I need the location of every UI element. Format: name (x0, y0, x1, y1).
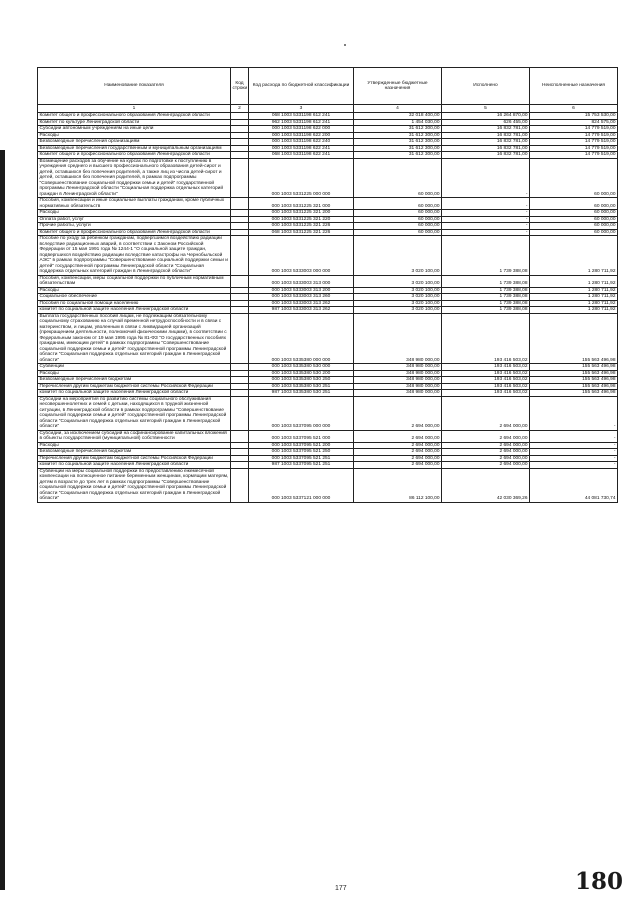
row-budget-code: 000 1003 5337095 521 250 (249, 449, 354, 456)
row-remaining-amount: - (530, 430, 618, 442)
row-budget-code: 000 1003 5333003 000 000 (249, 236, 354, 276)
row-remaining-amount: 155 563 496,98 (530, 390, 618, 397)
row-executed-amount: 193 416 503,02 (442, 383, 530, 390)
row-executed-amount: 1 739 388,08 (442, 275, 530, 287)
row-budget-code: 068 1003 5331225 321 226 (249, 229, 354, 236)
header-indicator-name: Наименование показателя (38, 68, 231, 105)
row-executed-amount: 16 264 870,00 (442, 113, 530, 120)
row-budget-code: 987 1003 5337095 521 251 (249, 462, 354, 469)
row-budget-code: 000 1003 5335380 000 000 (249, 313, 354, 364)
row-executed-amount: 193 416 503,02 (442, 377, 530, 384)
row-executed-amount: 193 416 503,02 (442, 390, 530, 397)
row-remaining-amount: 155 563 496,98 (530, 383, 618, 390)
row-approved-amount: 31 612 300,00 (354, 152, 442, 159)
row-line-code (231, 430, 249, 442)
row-line-code (231, 313, 249, 364)
row-budget-code: 000 1003 5333003 313 200 (249, 287, 354, 294)
row-executed-amount: 1 739 388,08 (442, 294, 530, 301)
row-indicator-name: Пособия по социальной помощи населению (38, 300, 231, 307)
column-number: 2 (231, 105, 249, 113)
row-approved-amount: 60 000,00 (354, 229, 442, 236)
row-budget-code: 962 1003 5331198 612 241 (249, 119, 354, 126)
row-indicator-name: Комитет общего и профессионального образования Ленинградской области (38, 229, 231, 236)
row-indicator-name: Безвозмездные перечисления организациям (38, 139, 231, 146)
row-indicator-name: Пособие по уходу за ребенком гражданам, подвергшимся воздействию радиации вследствие радиационных аварий, в соответствии с Законом Российской Федерации от 15 мая 1991 года № 1244-1 "О социальной защите граждан, подвергшихся воздействию радиации вследствие катастрофы на Чернобыльской АЭС" в рамках подпрограммы "Совершенствование социальной поддержки семьи и детей" государственной программы Ленинградской области "Социальная поддержка отдельных категорий граждан в Ленинградской области" (38, 236, 231, 276)
row-indicator-name: комитет по социальной защите населения Ленинградской области (38, 307, 231, 314)
row-approved-amount: 3 020 100,00 (354, 307, 442, 314)
handwritten-page-stamp: 180 (575, 868, 624, 895)
row-indicator-name: Выплата государственных пособий лицам, не подлежащим обязательному социальному страхованию на случай временной нетрудоспособности и в связи с материнством, и лицам, уволенным в связи с ликвидацией организаций (прекращением деятельности, полномочий физическими лицами), в соответствии с Федеральным законом от 19 мая 1995 года № 81-ФЗ "О государственных пособиях гражданам, имеющим детей" в рамках подпрограммы "Совершенствование социальной поддержки семьи и детей" государственной программы Ленинградской области "Социальная поддержка отдельных категорий граждан в Ленинградской области" (38, 313, 231, 364)
table-row (38, 275, 618, 287)
row-approved-amount: 60 000,00 (354, 198, 442, 210)
row-remaining-amount: 60 000,00 (530, 158, 618, 198)
row-indicator-name: Расходы (38, 132, 231, 139)
row-approved-amount: 86 112 100,00 (354, 468, 442, 502)
row-remaining-amount: - (530, 449, 618, 456)
table-row (38, 158, 618, 198)
row-remaining-amount: 44 081 730,74 (530, 468, 618, 502)
row-indicator-name: Комитет по культуре Ленинградской области (38, 119, 231, 126)
table-row (38, 430, 618, 442)
table-row (38, 313, 618, 364)
row-remaining-amount: 1 280 711,92 (530, 275, 618, 287)
row-indicator-name: Расходы (38, 287, 231, 294)
row-executed-amount: - (442, 158, 530, 198)
row-budget-code: 000 1003 5335380 530 251 (249, 383, 354, 390)
row-budget-code: 000 1003 5335380 530 000 (249, 364, 354, 371)
row-budget-code: 000 1003 5331225 321 200 (249, 210, 354, 217)
row-indicator-name: Субвенции (38, 364, 231, 371)
row-budget-code: 987 1003 5335380 530 251 (249, 390, 354, 397)
row-approved-amount: 31 612 300,00 (354, 139, 442, 146)
row-indicator-name: Субвенции на меры социальной поддержки по предоставлению ежемесячной компенсации на полноценное питание беременным женщинам, кормящим матерям, детям в возрасте до трех лет в рамках подпрограммы "Совершенствование социальной поддержки семьи и детей" государственной программы Ленинградской области "Социальная поддержка отдельных категорий граждан в Ленинградской области" (38, 468, 231, 502)
column-number: 5 (442, 105, 530, 113)
header-budget-classification-code: Код расхода по бюджетной классификации (249, 68, 354, 105)
row-indicator-name: Прочие работы, услуги (38, 223, 231, 230)
header-executed: Исполнено (442, 68, 530, 105)
header-line-code: Код строки (231, 68, 249, 105)
table-row (38, 198, 618, 210)
row-executed-amount: 2 694 000,00 (442, 455, 530, 462)
row-indicator-name: Перечисления другим бюджетам бюджетной системы Российской Федерации (38, 455, 231, 462)
row-budget-code: 000 1003 5331198 622 200 (249, 132, 354, 139)
row-budget-code: 000 1003 5337095 521 200 (249, 442, 354, 449)
row-remaining-amount: 824 575,00 (530, 119, 618, 126)
row-remaining-amount: 155 563 496,98 (530, 313, 618, 364)
row-remaining-amount: 60 000,00 (530, 229, 618, 236)
row-approved-amount: 3 020 100,00 (354, 287, 442, 294)
row-indicator-name: Субсидии, за исключением субсидий на софинансирование капитальных вложений в объекты государственной (муниципальной) собственности (38, 430, 231, 442)
row-budget-code: 000 1003 5331198 622 241 (249, 145, 354, 152)
row-executed-amount: 16 832 781,00 (442, 126, 530, 133)
row-budget-code: 000 1003 5333003 313 260 (249, 294, 354, 301)
row-indicator-name: Возмещение расходов за обучение на курсах по подготовке к поступлению в учреждения среднего и высшего профессионального образования детей-сирот и детей, оставшихся без попечения родителей, а также лиц из числа детей-сирот и детей, оставшихся без попечения родителей, в рамках подпрограммы "Совершенствование социальной поддержки семьи и детей" государственной программы Ленинградской области "Социальная поддержка отдельных категорий граждан в Ленинградской области" (38, 158, 231, 198)
row-budget-code: 000 1003 5331225 321 226 (249, 223, 354, 230)
row-budget-code: 000 1003 5335380 530 250 (249, 377, 354, 384)
row-remaining-amount: 60 000,00 (530, 223, 618, 230)
row-budget-code: 068 1003 5331198 622 241 (249, 152, 354, 159)
row-approved-amount: 2 694 000,00 (354, 462, 442, 469)
row-executed-amount: 2 694 000,00 (442, 449, 530, 456)
budget-execution-table (37, 67, 618, 503)
row-remaining-amount: 1 280 711,92 (530, 236, 618, 276)
row-remaining-amount: 1 280 711,92 (530, 307, 618, 314)
row-indicator-name: Расходы (38, 370, 231, 377)
row-approved-amount: 1 454 030,00 (354, 119, 442, 126)
row-approved-amount: 2 694 000,00 (354, 396, 442, 430)
row-remaining-amount: 1 280 711,92 (530, 300, 618, 307)
row-executed-amount: 193 416 503,02 (442, 364, 530, 371)
row-line-code (231, 275, 249, 287)
row-line-code (231, 236, 249, 276)
row-remaining-amount: 14 779 519,00 (530, 126, 618, 133)
row-remaining-amount: 1 280 711,92 (530, 287, 618, 294)
row-executed-amount: 16 832 781,00 (442, 145, 530, 152)
row-approved-amount: 348 980 000,00 (354, 383, 442, 390)
row-executed-amount: 1 739 388,08 (442, 300, 530, 307)
row-budget-code: 000 1003 5337095 000 000 (249, 396, 354, 430)
row-remaining-amount: 14 779 519,00 (530, 139, 618, 146)
row-indicator-name: Комитет общего и профессионального образования Ленинградской области (38, 113, 231, 120)
row-executed-amount: - (442, 198, 530, 210)
header-unexecuted-appropriations: Неисполненные назначения (530, 68, 618, 105)
row-remaining-amount: 14 779 519,00 (530, 132, 618, 139)
row-indicator-name: Безвозмездные перечисления бюджетам (38, 377, 231, 384)
row-approved-amount: 60 000,00 (354, 158, 442, 198)
row-executed-amount: - (442, 216, 530, 223)
row-executed-amount: 193 416 503,02 (442, 313, 530, 364)
row-indicator-name: комитет по социальной защите населения Ленинградской области (38, 462, 231, 469)
row-budget-code: 000 1003 5333003 313 262 (249, 300, 354, 307)
row-indicator-name: Пособия, компенсации и иные социальные выплаты гражданам, кроме публичных нормативных обязательств (38, 198, 231, 210)
row-budget-code: 000 1003 5335380 530 200 (249, 370, 354, 377)
scan-speck (344, 44, 346, 46)
row-budget-code: 000 1003 5337121 000 000 (249, 468, 354, 502)
table-row (38, 468, 618, 502)
row-approved-amount: 32 018 400,00 (354, 113, 442, 120)
row-line-code (231, 198, 249, 210)
row-budget-code: 987 1003 5333003 313 262 (249, 307, 354, 314)
row-remaining-amount: 1 280 711,92 (530, 294, 618, 301)
table-body (38, 113, 618, 503)
row-executed-amount: - (442, 210, 530, 217)
row-indicator-name: Пособия, компенсации, меры социальной поддержки по публичным нормативным обязательствам (38, 275, 231, 287)
row-approved-amount: 348 980 000,00 (354, 370, 442, 377)
row-approved-amount: 348 980 000,00 (354, 390, 442, 397)
row-executed-amount: 1 739 388,08 (442, 287, 530, 294)
row-budget-code: 000 1003 5331198 622 240 (249, 139, 354, 146)
row-remaining-amount: 60 000,00 (530, 198, 618, 210)
table-header-row (38, 68, 618, 105)
row-executed-amount: 626 455,00 (442, 119, 530, 126)
row-executed-amount: 1 739 388,08 (442, 236, 530, 276)
row-budget-code: 000 1003 5331198 622 000 (249, 126, 354, 133)
row-indicator-name: Оплата работ, услуг (38, 216, 231, 223)
row-executed-amount: 1 739 388,08 (442, 307, 530, 314)
table-row (38, 396, 618, 430)
row-indicator-name: Расходы (38, 442, 231, 449)
row-remaining-amount: 14 779 519,00 (530, 145, 618, 152)
row-indicator-name: Перечисления другим бюджетам бюджетной системы Российской Федерации (38, 383, 231, 390)
row-approved-amount: 3 020 100,00 (354, 294, 442, 301)
row-executed-amount: 2 694 000,00 (442, 462, 530, 469)
row-approved-amount: 2 694 000,00 (354, 442, 442, 449)
row-approved-amount: 2 694 000,00 (354, 455, 442, 462)
row-budget-code: 000 1003 5331225 000 000 (249, 158, 354, 198)
row-approved-amount: 31 612 300,00 (354, 132, 442, 139)
row-executed-amount: 16 832 781,00 (442, 132, 530, 139)
header-approved-appropriations: Утвержденные бюджетные назначения (354, 68, 442, 105)
row-executed-amount: 193 416 503,02 (442, 370, 530, 377)
row-executed-amount: 42 030 369,26 (442, 468, 530, 502)
row-budget-code: 000 1003 5337095 521 000 (249, 430, 354, 442)
row-executed-amount: 16 832 781,00 (442, 139, 530, 146)
row-remaining-amount: 60 000,00 (530, 210, 618, 217)
row-budget-code: 000 1003 5331225 321 000 (249, 198, 354, 210)
row-remaining-amount: 14 779 519,00 (530, 152, 618, 159)
row-budget-code: 000 1003 5337095 521 251 (249, 455, 354, 462)
row-indicator-name: Безвозмездные перечисления бюджетам (38, 449, 231, 456)
row-executed-amount: - (442, 229, 530, 236)
row-remaining-amount: 155 563 496,98 (530, 370, 618, 377)
row-approved-amount: 31 612 300,00 (354, 126, 442, 133)
row-budget-code: 000 1003 5331225 321 220 (249, 216, 354, 223)
row-remaining-amount: 155 563 496,98 (530, 377, 618, 384)
row-remaining-amount: - (530, 396, 618, 430)
row-line-code (231, 468, 249, 502)
row-indicator-name: Комитет общего и профессионального образования Ленинградской области (38, 152, 231, 159)
column-number: 3 (249, 105, 354, 113)
row-approved-amount: 348 980 000,00 (354, 364, 442, 371)
row-remaining-amount: - (530, 442, 618, 449)
row-budget-code: 068 1003 5331198 612 241 (249, 113, 354, 120)
row-executed-amount: 2 694 000,00 (442, 430, 530, 442)
row-approved-amount: 2 694 000,00 (354, 449, 442, 456)
row-approved-amount: 60 000,00 (354, 210, 442, 217)
page-number: 177 (335, 885, 347, 892)
column-number: 4 (354, 105, 442, 113)
row-remaining-amount: 60 000,00 (530, 216, 618, 223)
row-approved-amount: 348 980 000,00 (354, 377, 442, 384)
row-approved-amount: 3 020 100,00 (354, 236, 442, 276)
row-indicator-name: Расходы (38, 210, 231, 217)
row-line-code (231, 158, 249, 198)
row-indicator-name: Безвозмездные перечисления государственным и муниципальным организациям (38, 145, 231, 152)
row-approved-amount: 348 980 000,00 (354, 313, 442, 364)
column-number: 6 (530, 105, 618, 113)
row-approved-amount: 3 020 100,00 (354, 275, 442, 287)
row-executed-amount: 16 832 781,00 (442, 152, 530, 159)
row-approved-amount: 60 000,00 (354, 216, 442, 223)
row-executed-amount: 2 694 000,00 (442, 442, 530, 449)
row-approved-amount: 31 612 300,00 (354, 145, 442, 152)
table-row (38, 236, 618, 276)
column-number: 1 (38, 105, 231, 113)
row-approved-amount: 2 694 000,00 (354, 430, 442, 442)
row-indicator-name: Субсидии на мероприятия по развитию системы социального обслуживания несовершеннолетних и семей с детьми, находящихся в трудной жизненной ситуации, в Ленинградской области в рамках подпрограммы "Совершенствование социальной поддержки семьи и детей" государственной программы Ленинградской области "Социальная поддержка отдельных категорий граждан в Ленинградской области" (38, 396, 231, 430)
row-budget-code: 000 1003 5333003 313 000 (249, 275, 354, 287)
row-approved-amount: 3 020 100,00 (354, 300, 442, 307)
row-remaining-amount: 15 753 530,00 (530, 113, 618, 120)
row-remaining-amount: - (530, 462, 618, 469)
row-remaining-amount: - (530, 455, 618, 462)
column-number-row (38, 105, 618, 113)
row-remaining-amount: 155 563 496,98 (530, 364, 618, 371)
row-approved-amount: 60 000,00 (354, 223, 442, 230)
row-indicator-name: Субсидии автономным учреждениям на иные цели (38, 126, 231, 133)
row-indicator-name: комитет по социальной защите населения Ленинградской области (38, 390, 231, 397)
row-line-code (231, 396, 249, 430)
row-indicator-name: Социальное обеспечение (38, 294, 231, 301)
row-executed-amount: - (442, 223, 530, 230)
scan-edge-bar (0, 150, 5, 890)
row-executed-amount: 2 694 000,00 (442, 396, 530, 430)
